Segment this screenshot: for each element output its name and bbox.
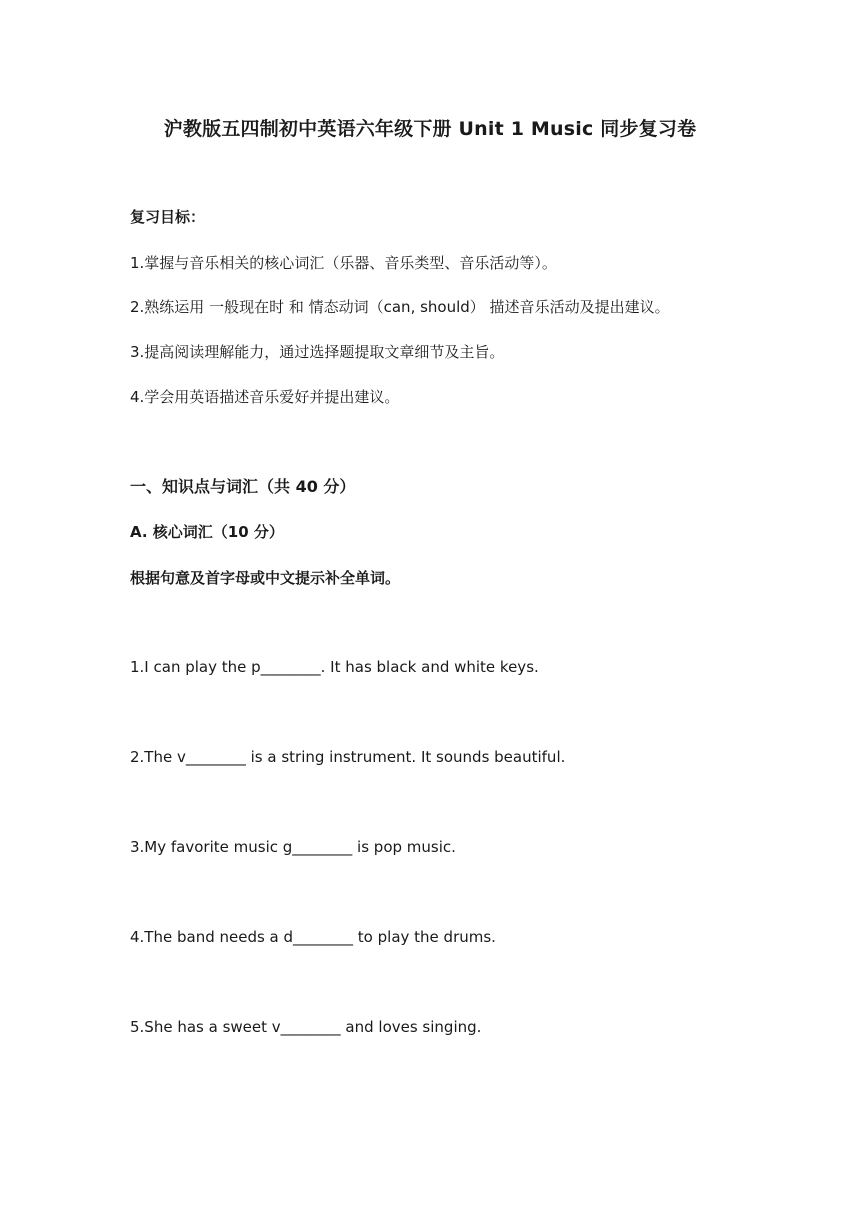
question-2: 2.The v________ is a string instrument. It sounds beautiful.	[130, 748, 566, 766]
question-5: 5.She has a sweet v________ and loves singing.	[130, 1018, 482, 1036]
objective-item-3: 3.提高阅读理解能力，通过选择题提取文章细节及主旨。	[130, 343, 505, 361]
section-heading: 一、知识点与词汇（共 40 分）	[130, 477, 356, 496]
objective-item-2: 2.熟练运用 一般现在时 和 情态动词（can, should） 描述音乐活动及提出建议。	[130, 298, 670, 316]
question-3: 3.My favorite music g________ is pop music.	[130, 838, 456, 856]
objective-item-1: 1.掌握与音乐相关的核心词汇（乐器、音乐类型、音乐活动等）。	[130, 254, 557, 272]
question-1: 1.I can play the p________. It has black and white keys.	[130, 658, 539, 676]
objective-item-4: 4.学会用英语描述音乐爱好并提出建议。	[130, 388, 400, 406]
part-a-heading: A. 核心词汇（10 分）	[130, 523, 284, 541]
objectives-heading: 复习目标：	[130, 208, 206, 226]
document-title: 沪教版五四制初中英语六年级下册 Unit 1 Music 同步复习卷	[163, 118, 697, 140]
question-4: 4.The band needs a d________ to play the drums.	[130, 928, 496, 946]
part-a-instruction: 根据句意及首字母或中文提示补全单词。	[130, 569, 401, 587]
